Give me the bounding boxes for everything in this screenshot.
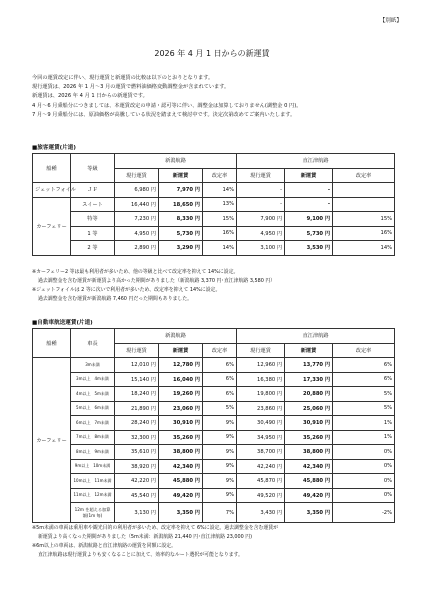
niigata-new-cell: 7,970 円 (159, 183, 203, 198)
niigata-new-cell: 38,800 円 (159, 445, 203, 460)
naoetsu-new-cell: - (285, 183, 333, 198)
intro-line: 今回の運賃改定に伴い、現行運賃と新運賃の比較は以下のとおりとなります。 (32, 75, 214, 81)
naoetsu-current-cell: 42,240 円 (237, 459, 285, 474)
intro-line: 7 月～9 月乗船分には、原油価格が高騰している状況を踏まえて検討中です。決定次第改めてご案内いたします。 (32, 111, 296, 118)
header-rate: 改定率 (333, 343, 395, 358)
niigata-new-cell: 42,340 円 (159, 459, 203, 474)
note-line: ※カーフェリー2 等は最も利用者が多いため、他の等級と比べて改定率を抑えて 14%に設定。 (32, 269, 239, 275)
table-row (33, 226, 395, 241)
naoetsu-new-cell: 17,330 円 (285, 372, 333, 387)
header-niigata-route: 新潟航路 (115, 329, 237, 344)
table-row (33, 401, 395, 416)
niigata-new-cell: 23,060 円 (159, 401, 203, 416)
header-current-fare: 現行運賃 (115, 168, 159, 183)
table-row (33, 183, 395, 198)
table-row (33, 212, 395, 227)
intro-line: 現行運賃は、2026 年 1 月～3 月の運賃で燃料油価格変動調整金が含まれています。 (32, 84, 230, 91)
table-row (33, 488, 395, 503)
naoetsu-rate-cell (333, 197, 395, 212)
note-line: ※6m以上の車両は、新潟航路と直江津航路の運賃を同額に設定。 (32, 543, 177, 549)
header-new-fare: 新運賃 (159, 343, 203, 358)
header-current-fare: 現行運賃 (237, 168, 285, 183)
naoetsu-rate-cell: 0% (333, 488, 395, 503)
niigata-rate-cell: 16% (203, 226, 237, 241)
naoetsu-new-cell: 45,880 円 (285, 474, 333, 489)
table-row (33, 503, 395, 523)
vessel-cell: カーフェリー (33, 197, 71, 255)
passenger-fare-notes (32, 268, 404, 304)
niigata-current-cell: 18,240 円 (115, 387, 159, 402)
note-line: 直江津航路は現行運賃よりも安くなることに加えて、効率的なルート選択が可能となります。 (38, 552, 243, 558)
niigata-new-cell: 30,910 円 (159, 416, 203, 431)
naoetsu-rate-cell: 15% (333, 212, 395, 227)
header-rate: 改定率 (203, 168, 237, 183)
naoetsu-rate-cell: 5% (333, 387, 395, 402)
header-naoetsu-route: 直江津航路 (237, 329, 395, 344)
niigata-rate-cell: 6% (203, 372, 237, 387)
naoetsu-rate-cell: 14% (333, 241, 395, 256)
class-cell: 2 等 (71, 241, 115, 256)
niigata-current-cell: 3,130 円 (115, 503, 159, 523)
header-new-fare: 新運賃 (159, 168, 203, 183)
naoetsu-rate-cell: 0% (333, 459, 395, 474)
niigata-current-cell: 32,300 円 (115, 430, 159, 445)
niigata-rate-cell: 6% (203, 387, 237, 402)
naoetsu-new-cell: 9,100 円 (285, 212, 333, 227)
niigata-new-cell: 12,780 円 (159, 358, 203, 373)
naoetsu-rate-cell: 6% (333, 372, 395, 387)
class-cell: スイート (71, 197, 115, 212)
table-row (33, 430, 395, 445)
niigata-new-cell: 19,260 円 (159, 387, 203, 402)
header-naoetsu-route: 直江津航路 (237, 154, 395, 169)
niigata-current-cell: 4,950 円 (115, 226, 159, 241)
length-cell: 8m以上 9m未満 (71, 445, 115, 460)
naoetsu-current-cell: 7,900 円 (237, 212, 285, 227)
niigata-rate-cell: 9% (203, 488, 237, 503)
naoetsu-new-cell: 35,260 円 (285, 430, 333, 445)
class-cell: ＪＦ (71, 183, 115, 198)
naoetsu-new-cell: 5,730 円 (285, 226, 333, 241)
vessel-cell: カーフェリー (33, 358, 71, 523)
niigata-rate-cell: 14% (203, 183, 237, 198)
header-current-fare: 現行運賃 (237, 343, 285, 358)
niigata-rate-cell: 14% (203, 241, 237, 256)
naoetsu-current-cell: 19,800 円 (237, 387, 285, 402)
vehicle-fare-notes (32, 524, 404, 560)
header-niigata-route: 新潟航路 (115, 154, 237, 169)
note-line: 過去調整金を含む運賃が新運賃より高かった期間がありました（新潟航路 3,370 円･直江津航路 3,580 円） (38, 278, 276, 284)
naoetsu-current-cell: 49,520 円 (237, 488, 285, 503)
naoetsu-current-cell: 30,490 円 (237, 416, 285, 431)
niigata-new-cell: 49,420 円 (159, 488, 203, 503)
table-row (33, 416, 395, 431)
length-cell: 11m以上 12m未満 (71, 488, 115, 503)
table-row (33, 372, 395, 387)
niigata-rate-cell: 15% (203, 212, 237, 227)
table-row (33, 445, 395, 460)
niigata-rate-cell: 9% (203, 474, 237, 489)
naoetsu-rate-cell (333, 183, 395, 198)
niigata-rate-cell: 9% (203, 430, 237, 445)
niigata-current-cell: 2,890 円 (115, 241, 159, 256)
length-cell: 6m以上 7m未満 (71, 416, 115, 431)
naoetsu-current-cell: 16,380 円 (237, 372, 285, 387)
naoetsu-rate-cell: 6% (333, 358, 395, 373)
naoetsu-current-cell: 3,100 円 (237, 241, 285, 256)
niigata-current-cell: 7,230 円 (115, 212, 159, 227)
naoetsu-rate-cell: 16% (333, 226, 395, 241)
vehicle-fare-heading: ■自動車航送運賃(片道) (32, 320, 93, 326)
naoetsu-new-cell: 20,880 円 (285, 387, 333, 402)
niigata-current-cell: 45,540 円 (115, 488, 159, 503)
table-row (33, 387, 395, 402)
length-cell: 10m以上 11m未満 (71, 474, 115, 489)
niigata-current-cell: 16,440 円 (115, 197, 159, 212)
niigata-rate-cell: 9% (203, 459, 237, 474)
naoetsu-new-cell: 3,530 円 (285, 241, 333, 256)
table-row (33, 197, 395, 212)
naoetsu-current-cell: - (237, 197, 285, 212)
note-line: ※ジェットフォイルは 2 等に次いで利用者が多いため、改定率を抑えて 14%に設定。 (32, 287, 221, 293)
header-vessel: 船種 (33, 329, 71, 358)
length-cell: 3m以上 4m未満 (71, 372, 115, 387)
niigata-new-cell: 5,730 円 (159, 226, 203, 241)
niigata-current-cell: 42,220 円 (115, 474, 159, 489)
naoetsu-current-cell: 45,870 円 (237, 474, 285, 489)
niigata-rate-cell: 5% (203, 401, 237, 416)
length-cell: 12m を超える加算額(1m 毎) (71, 503, 115, 523)
table-row (33, 459, 395, 474)
niigata-current-cell: 35,610 円 (115, 445, 159, 460)
naoetsu-new-cell: 49,420 円 (285, 488, 333, 503)
length-cell: 9m以上 10m未満 (71, 459, 115, 474)
intro-text (32, 74, 404, 120)
niigata-new-cell: 16,040 円 (159, 372, 203, 387)
niigata-new-cell: 3,290 円 (159, 241, 203, 256)
header-new-fare: 新運賃 (285, 168, 333, 183)
class-cell: 特等 (71, 212, 115, 227)
niigata-rate-cell: 9% (203, 445, 237, 460)
naoetsu-current-cell: 23,860 円 (237, 401, 285, 416)
header-rate: 改定率 (333, 168, 395, 183)
page-title: 2026 年 4 月 1 日からの新運賃 (154, 49, 270, 58)
naoetsu-current-cell: 4,950 円 (237, 226, 285, 241)
naoetsu-rate-cell: 0% (333, 445, 395, 460)
naoetsu-new-cell: 13,770 円 (285, 358, 333, 373)
table-row (33, 358, 395, 373)
vessel-cell: ジェットフォイル (33, 183, 71, 198)
naoetsu-rate-cell: -2% (333, 503, 395, 523)
niigata-current-cell: 15,140 円 (115, 372, 159, 387)
header-vessel: 船種 (33, 154, 71, 183)
naoetsu-new-cell: 30,910 円 (285, 416, 333, 431)
niigata-current-cell: 6,980 円 (115, 183, 159, 198)
note-line: 過去調整金を含む運賃が新潟航路 7,460 円だった期間もありました。 (38, 296, 193, 302)
niigata-new-cell: 8,330 円 (159, 212, 203, 227)
header-rate: 改定率 (203, 343, 237, 358)
naoetsu-new-cell: 25,060 円 (285, 401, 333, 416)
niigata-new-cell: 18,650 円 (159, 197, 203, 212)
naoetsu-current-cell: 12,960 円 (237, 358, 285, 373)
intro-line: 新運賃は、2026 年 4 月 1 日からの新運賃です。 (32, 93, 148, 100)
naoetsu-current-cell: 34,950 円 (237, 430, 285, 445)
naoetsu-current-cell: 38,700 円 (237, 445, 285, 460)
niigata-new-cell: 3,350 円 (159, 503, 203, 523)
niigata-rate-cell: 13% (203, 197, 237, 212)
niigata-new-cell: 45,880 円 (159, 474, 203, 489)
length-cell: 5m以上 6m未満 (71, 401, 115, 416)
naoetsu-new-cell: 3,350 円 (285, 503, 333, 523)
naoetsu-rate-cell: 0% (333, 474, 395, 489)
intro-line: 4 月～6 月乗船分につきましては、本運賃改定の申請・認可等に伴い、調整金は加算しておりません(調整金 0 円)。 (32, 102, 302, 109)
length-cell: 7m以上 8m未満 (71, 430, 115, 445)
class-cell: 1 等 (71, 226, 115, 241)
length-cell: 4m以上 5m未満 (71, 387, 115, 402)
header-current-fare: 現行運賃 (115, 343, 159, 358)
header-new-fare: 新運賃 (285, 343, 333, 358)
attachment-tag: 【別紙】 (379, 18, 402, 24)
table-row (33, 241, 395, 256)
note-line: 新運賃より高くなった期間がありました（5m未満：新潟航路 21,440 円･直江津航路 23,000 円) (38, 534, 253, 540)
niigata-current-cell: 12,010 円 (115, 358, 159, 373)
naoetsu-new-cell: 42,340 円 (285, 459, 333, 474)
passenger-fare-table (32, 153, 395, 256)
naoetsu-new-cell: - (285, 197, 333, 212)
note-line: ※5m未満の車両は乗用車や観光目的の利用者が多いため、改定率を抑えて 6%に設定。過去調整金を含む運賃が (32, 525, 279, 531)
header-class: 等級 (71, 154, 115, 183)
niigata-rate-cell: 9% (203, 416, 237, 431)
length-cell: 3m未満 (71, 358, 115, 373)
niigata-current-cell: 28,240 円 (115, 416, 159, 431)
niigata-current-cell: 21,890 円 (115, 401, 159, 416)
table-row (33, 474, 395, 489)
vehicle-fare-table (32, 328, 395, 523)
naoetsu-current-cell: - (237, 183, 285, 198)
niigata-current-cell: 38,920 円 (115, 459, 159, 474)
naoetsu-rate-cell: 5% (333, 401, 395, 416)
naoetsu-new-cell: 38,800 円 (285, 445, 333, 460)
niigata-rate-cell: 7% (203, 503, 237, 523)
naoetsu-rate-cell: 1% (333, 430, 395, 445)
niigata-rate-cell: 6% (203, 358, 237, 373)
passenger-fare-heading: ■旅客運賃(片道) (32, 145, 76, 151)
niigata-new-cell: 35,260 円 (159, 430, 203, 445)
header-length: 車長 (71, 329, 115, 358)
naoetsu-rate-cell: 1% (333, 416, 395, 431)
naoetsu-current-cell: 3,430 円 (237, 503, 285, 523)
